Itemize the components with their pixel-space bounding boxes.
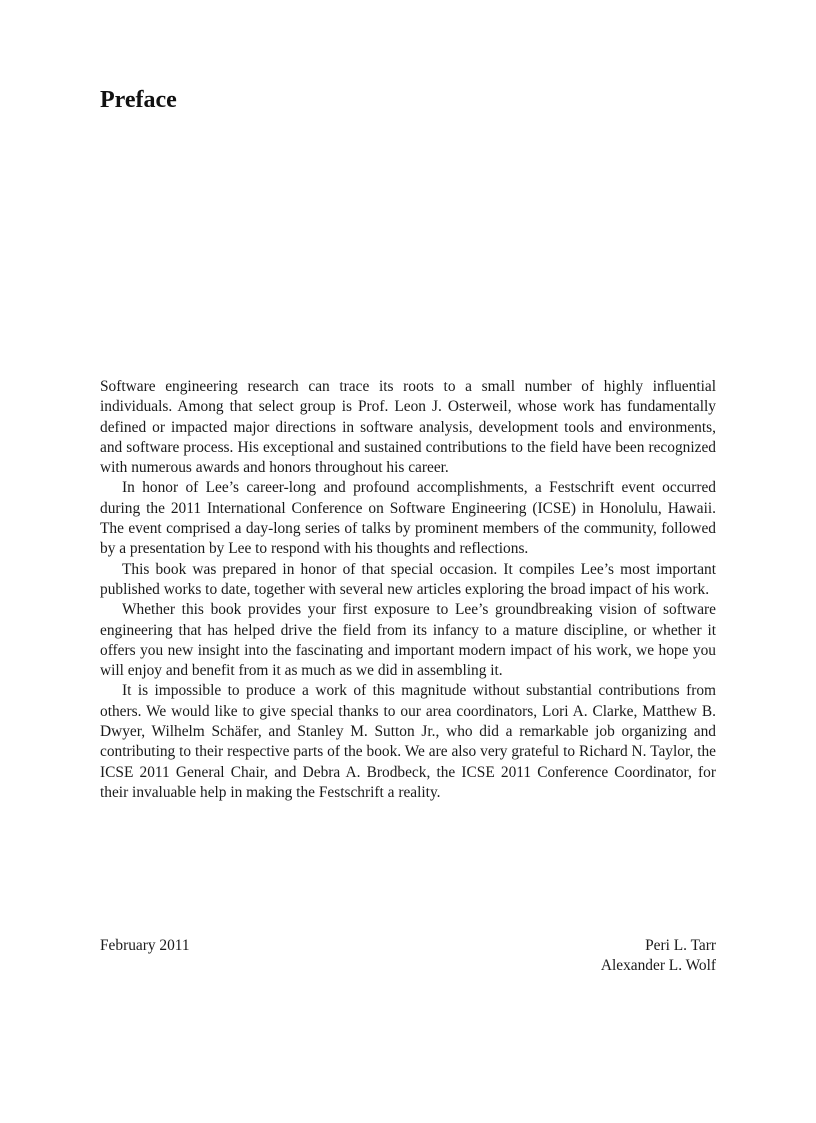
signoff bbox=[100, 936, 716, 977]
author-name: Alexander L. Wolf bbox=[600, 957, 716, 975]
page-title: Preface bbox=[100, 87, 177, 113]
paragraph-1: Software engineering research can trace its roots to a small number of highly influential individuals. Among that select group is Prof. Leon J. Osterweil, whose work has fundamentally defined or impacted major directions in software analysis, development tools and environments, and software process. His exceptional and sustained contributions to the field have been recognized with numerous awards and honors throughout his career. bbox=[100, 378, 716, 477]
author-name: Peri L. Tarr bbox=[645, 937, 716, 954]
signoff-date: February 2011 bbox=[100, 937, 190, 954]
preface-body bbox=[100, 377, 716, 803]
paragraph-2: In honor of Lee’s career-long and profound accomplishments, a Festschrift event occurred during the 2011 International Conference on Software Engineering (ICSE) in Honolulu, Hawaii. The event comprised a day-long series of talks by prominent members of the community, followed by a presentation by Lee to respond with his thoughts and reflections. bbox=[100, 479, 716, 558]
paragraph-5: It is impossible to produce a work of this magnitude without substantial contributions from others. We would like to give special thanks to our area coordinators, Lori A. Clarke, Matthew B. Dwyer, Wilhelm Schäfer, and Stanley M. Sutton Jr., who did a remarkable job organizing and contributing to their respective parts of the book. We are also very grateful to Richard N. Taylor, the ICSE 2011 General Chair, and Debra A. Brodbeck, the ICSE 2011 Conference Coordinator, for their invaluable help in making the Festschrift a reality. bbox=[100, 682, 716, 801]
signoff-authors bbox=[601, 936, 716, 977]
paragraph-3: This book was prepared in honor of that special occasion. It compiles Lee’s most important published works to date, together with several new articles exploring the broad impact of his work. bbox=[100, 560, 716, 598]
paragraph-4: Whether this book provides your first exposure to Lee’s groundbreaking vision of software engineering that has helped drive the field from its infancy to a mature discipline, or whether it offers you new insight into the fascinating and important modern impact of his work, we hope you will enjoy and benefit from it as much as we did in assembling it. bbox=[100, 601, 716, 680]
